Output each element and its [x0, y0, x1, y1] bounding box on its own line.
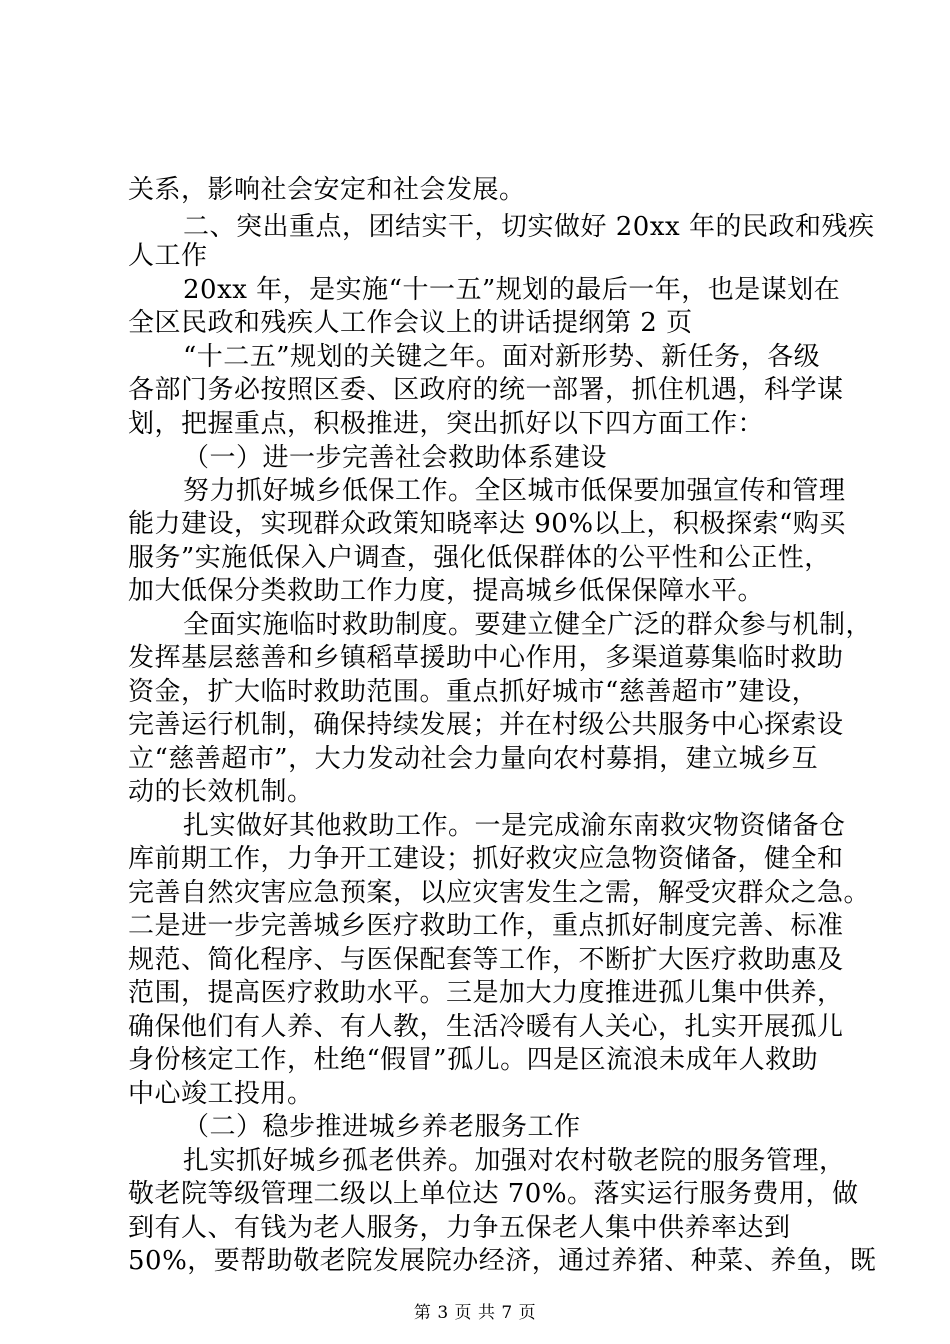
text-line: 各部门务必按照区委、区政府的统一部署，抓住机遇，科学谋 [128, 375, 844, 405]
text-line: 扎实做好其他救助工作。一是完成渝东南救灾物资储备仓 [183, 811, 846, 841]
text-line: 完善运行机制，确保持续发展；并在村级公共服务中心探索设 [128, 710, 844, 740]
text-line: 到有人、有钱为老人服务，力争五保老人集中供养率达到 [128, 1213, 791, 1243]
page-footer: 第 3 页 共 7 页 [413, 1303, 537, 1323]
text-line: 发挥基层慈善和乡镇稻草援助中心作用，多渠道募集临时救助 [128, 643, 844, 673]
text-line: 确保他们有人养、有人教，生活冷暖有人关心，扎实开展孤儿 [128, 1012, 844, 1042]
text-line: 努力抓好城乡低保工作。全区城市低保要加强宣传和管理 [183, 476, 846, 506]
text-line: 划，把握重点，积极推进，突出抓好以下四方面工作： [128, 409, 765, 439]
text-line: 20xx 年，是实施“十一五”规划的最后一年，也是谋划在 [183, 275, 841, 305]
section-heading: 二、突出重点，团结实干，切实做好 20xx 年的民政和残疾 [183, 212, 875, 242]
text-line: 立“慈善超市”，大力发动社会力量向农村募捐，建立城乡互 [128, 744, 819, 774]
subsection-heading: （一）进一步完善社会救助体系建设 [183, 443, 608, 473]
text-line: 加大低保分类救助工作力度，提高城乡低保保障水平。 [128, 576, 765, 606]
text-line: 全区民政和残疾人工作会议上的讲话提纲第 2 页 [128, 308, 693, 338]
text-line: 中心竣工投用。 [128, 1079, 314, 1109]
text-line: 规范、简化程序、与医保配套等工作，不断扩大医疗救助惠及 [128, 945, 844, 975]
text-line: 二是进一步完善城乡医疗救助工作，重点抓好制度完善、标准 [128, 911, 844, 941]
text-line: 资金，扩大临时救助范围。重点抓好城市“慈善超市”建设， [128, 677, 819, 707]
text-line: 关系，影响社会安定和社会发展。 [128, 175, 526, 205]
text-line: 能力建设，实现群众政策知晓率达 90%以上，积极探索“购买 [128, 509, 846, 539]
text-line: 完善自然灾害应急预案，以应灾害发生之需，解受灾群众之急。 [128, 878, 871, 908]
text-line: 范围，提高医疗救助水平。三是加大力度推进孤儿集中供养， [128, 978, 844, 1008]
text-line: 身份核定工作，杜绝“假冒”孤儿。四是区流浪未成年人救助 [128, 1045, 819, 1075]
text-line: 库前期工作，力争开工建设；抓好救灾应急物资储备，健全和 [128, 844, 844, 874]
text-line: 50%，要帮助敬老院发展院办经济，通过养猪、种菜、养鱼，既 [128, 1246, 877, 1276]
text-line: 扎实抓好城乡孤老供养。加强对农村敬老院的服务管理， [183, 1146, 846, 1176]
text-line: “十二五”规划的关键之年。面对新形势、新任务，各级 [183, 342, 821, 372]
text-line: 动的长效机制。 [128, 777, 314, 807]
subsection-heading: （二）稳步推进城乡养老服务工作 [183, 1112, 581, 1142]
text-line: 全面实施临时救助制度。要建立健全广泛的群众参与机制， [183, 610, 873, 640]
text-line: 敬老院等级管理二级以上单位达 70%。落实运行服务费用，做 [128, 1179, 859, 1209]
text-line: 服务”实施低保入户调查，强化低保群体的公平性和公正性， [128, 543, 831, 573]
text-line: 人工作 [128, 241, 208, 271]
